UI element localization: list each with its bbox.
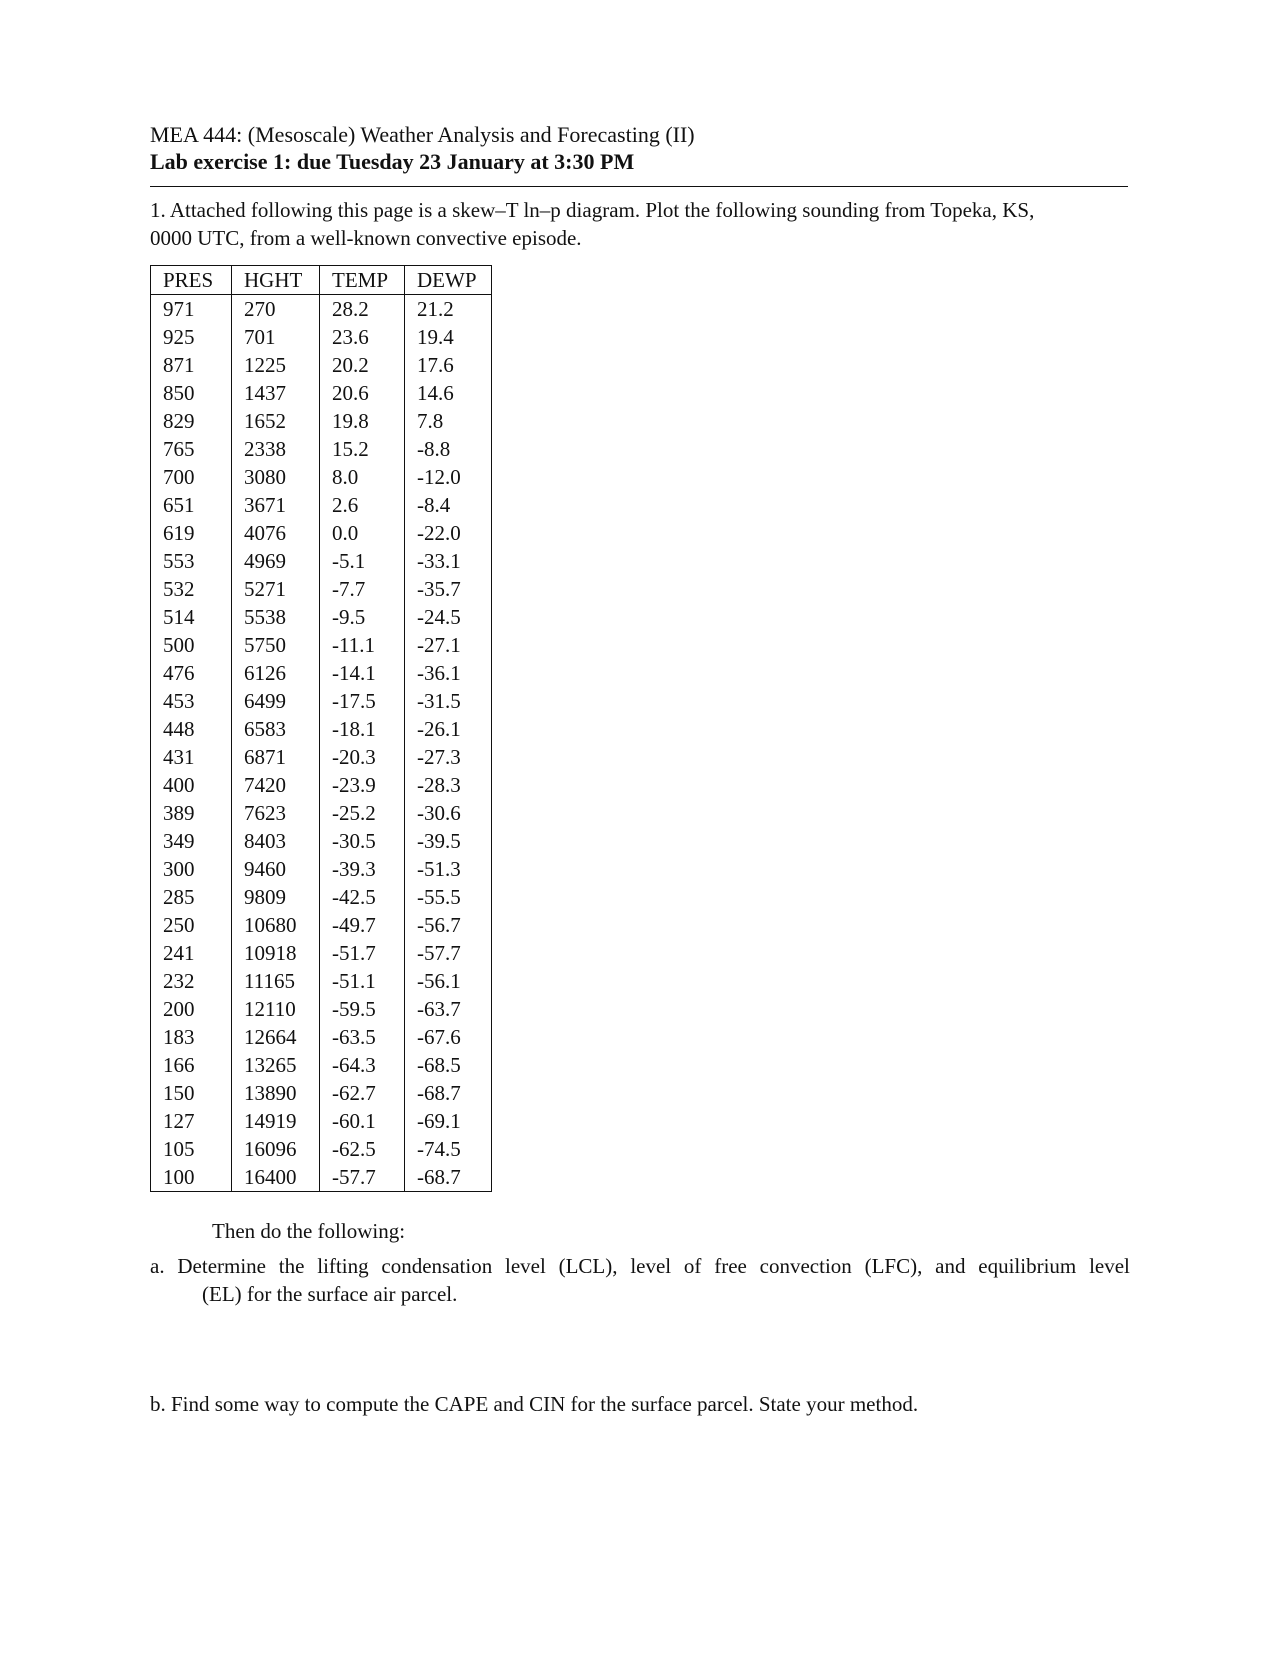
question-a-line-2: (EL) for the surface air parcel. [202, 1282, 458, 1306]
cell-temp: -18.1 [320, 715, 405, 743]
cell-dewp: -67.6 [405, 1023, 492, 1051]
cell-temp: -64.3 [320, 1051, 405, 1079]
table-row [151, 631, 492, 659]
cell-temp: 19.8 [320, 407, 405, 435]
cell-pres: 553 [151, 547, 232, 575]
cell-hght: 10918 [232, 939, 320, 967]
question-a-word: level [505, 1254, 546, 1278]
table-row [151, 743, 492, 771]
cell-pres: 500 [151, 631, 232, 659]
question-a-line-1 [150, 1252, 1130, 1280]
cell-hght: 4076 [232, 519, 320, 547]
cell-pres: 514 [151, 603, 232, 631]
cell-temp: 0.0 [320, 519, 405, 547]
cell-pres: 389 [151, 799, 232, 827]
cell-hght: 5271 [232, 575, 320, 603]
table-row [151, 883, 492, 911]
question-a-word: convection [759, 1254, 852, 1278]
cell-temp: 15.2 [320, 435, 405, 463]
cell-dewp: -63.7 [405, 995, 492, 1023]
cell-dewp: -55.5 [405, 883, 492, 911]
cell-hght: 3080 [232, 463, 320, 491]
header-divider [150, 186, 1128, 187]
cell-temp: -7.7 [320, 575, 405, 603]
cell-dewp: -68.7 [405, 1079, 492, 1107]
table-header-row [151, 266, 492, 295]
table-body [151, 295, 492, 1192]
instructions-intro: Then do the following: [212, 1219, 406, 1243]
cell-pres: 100 [151, 1163, 232, 1192]
cell-pres: 232 [151, 967, 232, 995]
cell-hght: 6499 [232, 687, 320, 715]
question-a-word: the [278, 1254, 305, 1278]
cell-pres: 250 [151, 911, 232, 939]
cell-temp: -20.3 [320, 743, 405, 771]
cell-pres: 448 [151, 715, 232, 743]
table-row [151, 771, 492, 799]
cell-dewp: 21.2 [405, 295, 492, 324]
cell-temp: -51.1 [320, 967, 405, 995]
intro-line-1: 1. Attached following this page is a skew–T ln–p diagram. Plot the following sounding from Topeka, KS, [150, 198, 1035, 222]
question-a-word: level [630, 1254, 672, 1278]
question-a-word: lifting [317, 1254, 369, 1278]
cell-dewp: -39.5 [405, 827, 492, 855]
cell-dewp: -27.3 [405, 743, 492, 771]
sounding-table [150, 265, 492, 1192]
cell-hght: 3671 [232, 491, 320, 519]
cell-pres: 105 [151, 1135, 232, 1163]
cell-pres: 700 [151, 463, 232, 491]
cell-temp: -57.7 [320, 1163, 405, 1192]
cell-temp: 23.6 [320, 323, 405, 351]
table-row [151, 1107, 492, 1135]
cell-temp: -25.2 [320, 799, 405, 827]
cell-dewp: -8.4 [405, 491, 492, 519]
cell-temp: -51.7 [320, 939, 405, 967]
table-row [151, 967, 492, 995]
cell-hght: 14919 [232, 1107, 320, 1135]
question-a-word: (LCL), [558, 1254, 618, 1278]
cell-temp: -5.1 [320, 547, 405, 575]
table-row [151, 603, 492, 631]
cell-dewp: 17.6 [405, 351, 492, 379]
cell-temp: -9.5 [320, 603, 405, 631]
table-row [151, 1079, 492, 1107]
cell-dewp: -36.1 [405, 659, 492, 687]
cell-hght: 8403 [232, 827, 320, 855]
cell-hght: 6126 [232, 659, 320, 687]
cell-temp: 20.6 [320, 379, 405, 407]
cell-temp: 20.2 [320, 351, 405, 379]
cell-pres: 349 [151, 827, 232, 855]
cell-hght: 6583 [232, 715, 320, 743]
question-b: b. Find some way to compute the CAPE and CIN for the surface parcel. State your method. [150, 1392, 919, 1416]
cell-hght: 1652 [232, 407, 320, 435]
cell-dewp: -68.5 [405, 1051, 492, 1079]
cell-hght: 1437 [232, 379, 320, 407]
cell-temp: -39.3 [320, 855, 405, 883]
table-row [151, 911, 492, 939]
cell-dewp: -68.7 [405, 1163, 492, 1192]
cell-pres: 850 [151, 379, 232, 407]
header-dewp: DEWP [405, 266, 492, 295]
cell-pres: 300 [151, 855, 232, 883]
cell-temp: -14.1 [320, 659, 405, 687]
cell-pres: 651 [151, 491, 232, 519]
cell-dewp: -28.3 [405, 771, 492, 799]
course-title: MEA 444: (Mesoscale) Weather Analysis and Forecasting (II) [150, 122, 695, 147]
header-temp: TEMP [320, 266, 405, 295]
question-a-word: (LFC), [864, 1254, 923, 1278]
cell-hght: 10680 [232, 911, 320, 939]
cell-pres: 241 [151, 939, 232, 967]
cell-hght: 16096 [232, 1135, 320, 1163]
cell-dewp: -27.1 [405, 631, 492, 659]
table-row [151, 547, 492, 575]
cell-pres: 971 [151, 295, 232, 324]
cell-dewp: -26.1 [405, 715, 492, 743]
cell-hght: 9460 [232, 855, 320, 883]
question-a-word: of [683, 1254, 702, 1278]
cell-hght: 2338 [232, 435, 320, 463]
table-row [151, 1163, 492, 1192]
cell-dewp: 14.6 [405, 379, 492, 407]
cell-hght: 12664 [232, 1023, 320, 1051]
cell-dewp: -30.6 [405, 799, 492, 827]
table-row [151, 855, 492, 883]
table-row [151, 827, 492, 855]
cell-pres: 127 [151, 1107, 232, 1135]
cell-pres: 765 [151, 435, 232, 463]
cell-temp: 28.2 [320, 295, 405, 324]
cell-hght: 5750 [232, 631, 320, 659]
table-row [151, 575, 492, 603]
cell-hght: 5538 [232, 603, 320, 631]
table-row [151, 799, 492, 827]
cell-dewp: -56.7 [405, 911, 492, 939]
table-row [151, 1135, 492, 1163]
cell-dewp: 7.8 [405, 407, 492, 435]
cell-dewp: -22.0 [405, 519, 492, 547]
cell-temp: 2.6 [320, 491, 405, 519]
intro-paragraph [150, 196, 1130, 252]
cell-dewp: 19.4 [405, 323, 492, 351]
cell-hght: 270 [232, 295, 320, 324]
table-row [151, 323, 492, 351]
cell-pres: 183 [151, 1023, 232, 1051]
cell-dewp: -74.5 [405, 1135, 492, 1163]
cell-pres: 400 [151, 771, 232, 799]
question-a [150, 1252, 1130, 1308]
table-row [151, 379, 492, 407]
table-row [151, 351, 492, 379]
lab-title: Lab exercise 1: due Tuesday 23 January at 3:30 PM [150, 149, 635, 174]
cell-pres: 285 [151, 883, 232, 911]
header-pres: PRES [151, 266, 232, 295]
cell-hght: 13265 [232, 1051, 320, 1079]
cell-pres: 829 [151, 407, 232, 435]
cell-hght: 7420 [232, 771, 320, 799]
cell-hght: 11165 [232, 967, 320, 995]
question-a-label: a. [150, 1254, 165, 1278]
question-a-word: and [935, 1254, 966, 1278]
question-a-word: level [1089, 1254, 1130, 1278]
cell-hght: 701 [232, 323, 320, 351]
table-row [151, 295, 492, 324]
cell-dewp: -35.7 [405, 575, 492, 603]
cell-dewp: -31.5 [405, 687, 492, 715]
cell-pres: 431 [151, 743, 232, 771]
cell-dewp: -8.8 [405, 435, 492, 463]
table-row [151, 435, 492, 463]
table-row [151, 519, 492, 547]
table-row [151, 659, 492, 687]
cell-dewp: -33.1 [405, 547, 492, 575]
cell-hght: 1225 [232, 351, 320, 379]
cell-pres: 166 [151, 1051, 232, 1079]
cell-temp: 8.0 [320, 463, 405, 491]
cell-pres: 619 [151, 519, 232, 547]
cell-temp: -30.5 [320, 827, 405, 855]
table-row [151, 715, 492, 743]
cell-dewp: -56.1 [405, 967, 492, 995]
cell-dewp: -12.0 [405, 463, 492, 491]
cell-hght: 9809 [232, 883, 320, 911]
question-a-word: equilibrium [978, 1254, 1077, 1278]
table-row [151, 463, 492, 491]
cell-temp: -23.9 [320, 771, 405, 799]
table-row [151, 491, 492, 519]
table-row [151, 1023, 492, 1051]
table-row [151, 1051, 492, 1079]
cell-hght: 4969 [232, 547, 320, 575]
cell-temp: -63.5 [320, 1023, 405, 1051]
question-a-word: free [714, 1254, 747, 1278]
cell-dewp: -24.5 [405, 603, 492, 631]
cell-pres: 871 [151, 351, 232, 379]
intro-line-2: 0000 UTC, from a well-known convective episode. [150, 226, 582, 250]
cell-temp: -62.7 [320, 1079, 405, 1107]
cell-hght: 16400 [232, 1163, 320, 1192]
table-row [151, 939, 492, 967]
cell-temp: -62.5 [320, 1135, 405, 1163]
cell-dewp: -51.3 [405, 855, 492, 883]
cell-pres: 532 [151, 575, 232, 603]
cell-temp: -11.1 [320, 631, 405, 659]
table-row [151, 407, 492, 435]
cell-pres: 925 [151, 323, 232, 351]
cell-pres: 476 [151, 659, 232, 687]
question-a-word: condensation [381, 1254, 493, 1278]
header-hght: HGHT [232, 266, 320, 295]
cell-dewp: -57.7 [405, 939, 492, 967]
table-row [151, 995, 492, 1023]
cell-pres: 150 [151, 1079, 232, 1107]
cell-temp: -17.5 [320, 687, 405, 715]
cell-pres: 200 [151, 995, 232, 1023]
cell-hght: 12110 [232, 995, 320, 1023]
cell-hght: 13890 [232, 1079, 320, 1107]
cell-temp: -59.5 [320, 995, 405, 1023]
cell-pres: 453 [151, 687, 232, 715]
cell-temp: -49.7 [320, 911, 405, 939]
cell-dewp: -69.1 [405, 1107, 492, 1135]
cell-temp: -42.5 [320, 883, 405, 911]
cell-temp: -60.1 [320, 1107, 405, 1135]
table-row [151, 687, 492, 715]
cell-hght: 6871 [232, 743, 320, 771]
cell-hght: 7623 [232, 799, 320, 827]
question-a-word: Determine [177, 1254, 266, 1278]
